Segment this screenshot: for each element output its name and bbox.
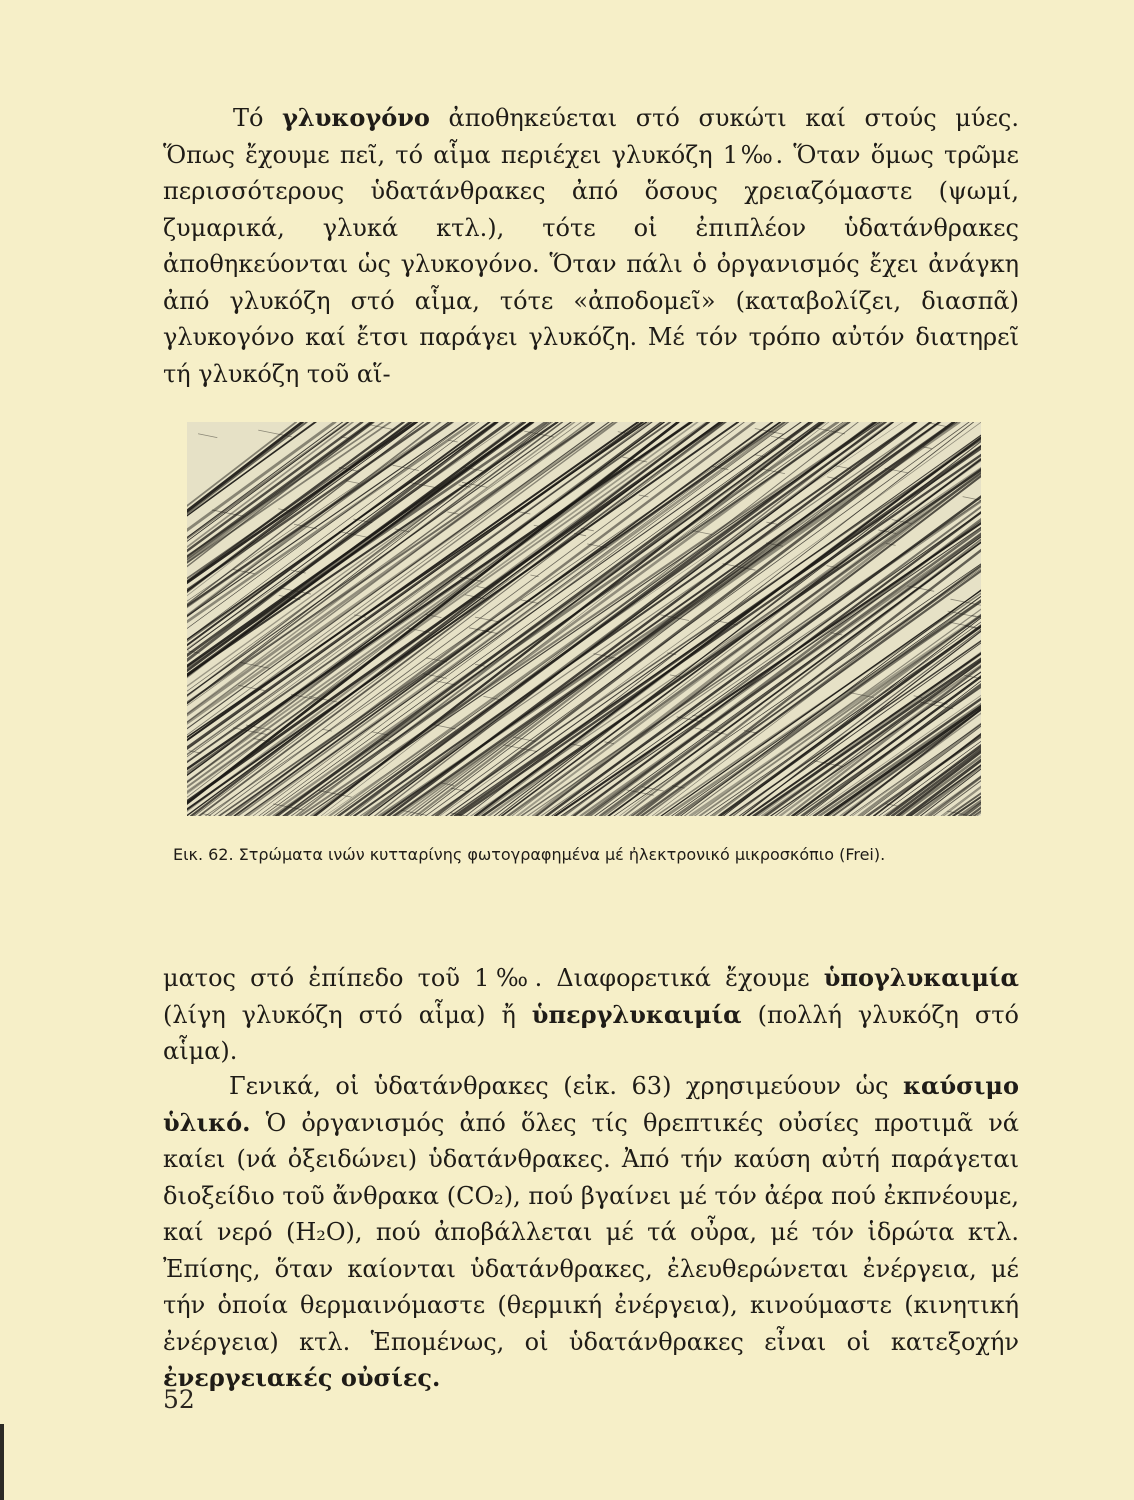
text-run: Τό bbox=[233, 104, 283, 132]
paragraph-fuel bbox=[163, 1068, 1019, 1397]
bold-term: ἐνεργειακές οὐσίες. bbox=[163, 1363, 441, 1392]
text-run: (λίγη γλυκόζη στό αἷμα) ἤ bbox=[163, 1000, 532, 1029]
bold-term: γλυκογόνο bbox=[282, 103, 430, 132]
bold-term: ὑπεργλυκαιμία bbox=[531, 999, 742, 1029]
cellulose-fibers-micrograph bbox=[187, 422, 981, 816]
text-run: ματος στό ἐπίπεδο τοῦ 1‰. Διαφορετικά ἔχουμε bbox=[163, 964, 824, 992]
scan-edge-mark bbox=[0, 1424, 4, 1500]
text-run: ἀποθηκεύεται στό συκώτι καί στούς μύες. Ὅπως ἔχουμε πεῖ, τό αἷμα περιέχει γλυκόζη 1‰. Ὅταν ὅμως τρῶμε περισσότερους ὑδατάνθρακες ἀπό ὅσους χρειαζόμαστε (ψωμί, ζυμαρικά, γλυκά κτλ.), τότε οἱ ἐπιπλέον ὑδατάνθρακες ἀποθηκεύονται ὡς γλυκογόνο. Ὅταν πάλι ὁ ὀργανισμός ἔχει ἀνάγκη ἀπό γλυκόζη στό αἷμα, τότε «ἀποδομεῖ» (καταβολίζει, διασπᾶ) γλυκογόνο καί ἔτσι παράγει γλυκόζη. Μέ τόν τρόπο αὐτόν διατηρεῖ τή γλυκόζη τοῦ αἵ- bbox=[163, 104, 1019, 388]
micrograph-image bbox=[187, 422, 981, 816]
paragraph-blood-sugar bbox=[163, 960, 1019, 1070]
text-run: (πολλή γλυκόζη στό αἷμα). bbox=[163, 1000, 1019, 1065]
paragraph-glycogen bbox=[163, 100, 1019, 392]
page-number: 52 bbox=[163, 1385, 195, 1414]
text-run: Ὁ ὀργανισμός ἀπό ὅλες τίς θρεπτικές οὐσίες προτιμᾶ νά καίει (νά ὀξειδώνει) ὑδατάνθρακες. Ἀπό τήν καύση αὐτή παράγεται διοξείδιο τοῦ ἄνθρακα (CO₂), πού βγαίνει μέ τόν ἀέρα πού ἐκπνέουμε, καί νερό (H₂O), πού ἀποβάλλεται μέ τά οὖρα, μέ τόν ἱδρώτα κτλ. Ἐπίσης, ὅταν καίονται ὑδατάνθρακες, ἐλευθερώνεται ἐνέργεια, μέ τήν ὁποία θερμαινόμαστε (θερμική ἐνέργεια), κινούμαστε (κινητική ἐνέργεια) κτλ. Ἑπομένως, οἱ ὑδατάνθρακες εἶναι οἱ κατεξοχήν bbox=[163, 1108, 1019, 1356]
bold-term: καύσιμο ὑλικό. bbox=[163, 1071, 1019, 1137]
bold-term: ὑπογλυκαιμία bbox=[823, 963, 1019, 992]
text-run: Γενικά, οἱ ὑδατάνθρακες (εἰκ. 63) χρησιμεύουν ὡς bbox=[229, 1072, 903, 1100]
figure-caption: Εικ. 62. Στρώματα ινών κυτταρίνης φωτογραφημένα μέ ἠλεκτρονικό μικροσκόπιο (Frei). bbox=[173, 845, 886, 864]
